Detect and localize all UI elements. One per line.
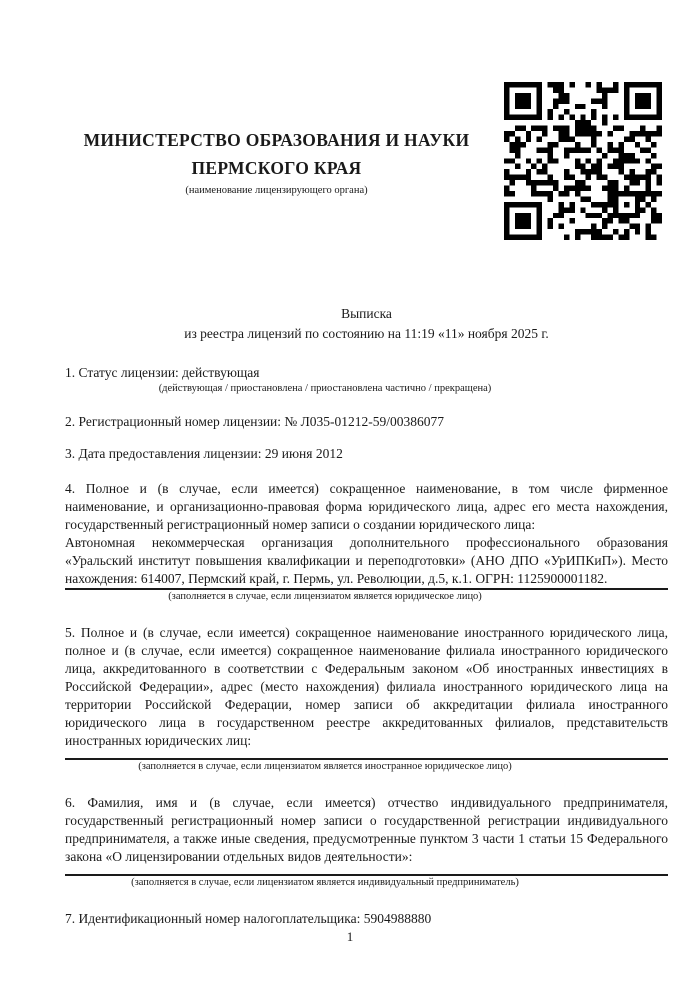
item-1-license-status: 1. Статус лицензии: действующая	[65, 365, 260, 380]
qr-code-icon	[504, 82, 662, 240]
document-title-line1: Выписка	[341, 306, 392, 321]
item-3-grant-date: 3. Дата предоставления лицензии: 29 июня 2012	[65, 446, 343, 461]
document-title-line2: из реестра лицензий по состоянию на 11:19 «11» ноября 2025 г.	[184, 326, 549, 341]
ministry-name-line2: ПЕРМСКОГО КРАЯ	[191, 158, 362, 178]
item-4-legal-entity-clause: 4. Полное и (в случае, если имеется) сокращенное наименование, в том числе фирменное наименование, и организационно-правовая форма юридического лица, адрес его места нахождения, государственный регистрационный номер записи о создании юридического лица:	[65, 481, 668, 532]
item-6-fill-caption: (заполняется в случае, если лицензиатом является индивидуальный предприниматель)	[131, 877, 519, 888]
item-5-fill-caption: (заполняется в случае, если лицензиатом является иностранное юридическое лицо)	[138, 761, 512, 772]
item-2-registration-number: 2. Регистрационный номер лицензии: № Л035-01212-59/00386077	[65, 414, 445, 429]
item-5-foreign-entity-clause: 5. Полное и (в случае, если имеется) сокращенное наименование иностранного юридического лица, полное и (в случае, если имеется) сокращенное наименование филиала иностранного юридического лица, аккредитованного в соответствии с Федеральным законом «Об иностранных инвестициях в Российской Федерации», адрес (место нахождения) филиала иностранного юридического лица на территории Российской Федерации, номер записи об аккредитации филиала иностранного юридического лица в государственном реестре аккредитованных филиалов, представительств иностранных юридических лиц:	[65, 625, 668, 748]
document-body	[65, 364, 668, 928]
document-title	[65, 304, 668, 344]
licensing-authority-header	[65, 126, 488, 198]
item-6-entrepreneur-clause: 6. Фамилия, имя и (в случае, если имеется) отчество индивидуального предпринимателя, государственный регистрационный номер записи о государственной регистрации индивидуального предпринимателя, а также иные сведения, предусмотренные пунктом 3 части 1 статьи 15 Федерального закона «О лицензировании отдельных видов деятельности»:	[65, 795, 668, 864]
item-4-fill-caption: (заполняется в случае, если лицензиатом является юридическое лицо)	[168, 591, 482, 602]
item-1-status-options-caption: (действующая / приостановлена / приостановлена частично / прекращена)	[158, 383, 492, 394]
ministry-name-line1: МИНИСТЕРСТВО ОБРАЗОВАНИЯ И НАУКИ	[83, 130, 470, 150]
item-4-legal-entity-value: Автономная некоммерческая организация дополнительного профессионального образования «Уральский институт повышения квалификации и переподготовки» (АНО ДПО «УрИПКиП»). Место нахождения: 614007, Пермский край, г. Пермь, ул. Революции, д.5, к.1. ОГРН: 1125900001182.	[65, 535, 668, 586]
licensing-authority-caption: (наименование лицензирующего органа)	[185, 185, 368, 196]
item-7-taxpayer-number: 7. Идентификационный номер налогоплательщика: 5904988880	[65, 911, 432, 926]
page-number: 1	[346, 929, 354, 944]
